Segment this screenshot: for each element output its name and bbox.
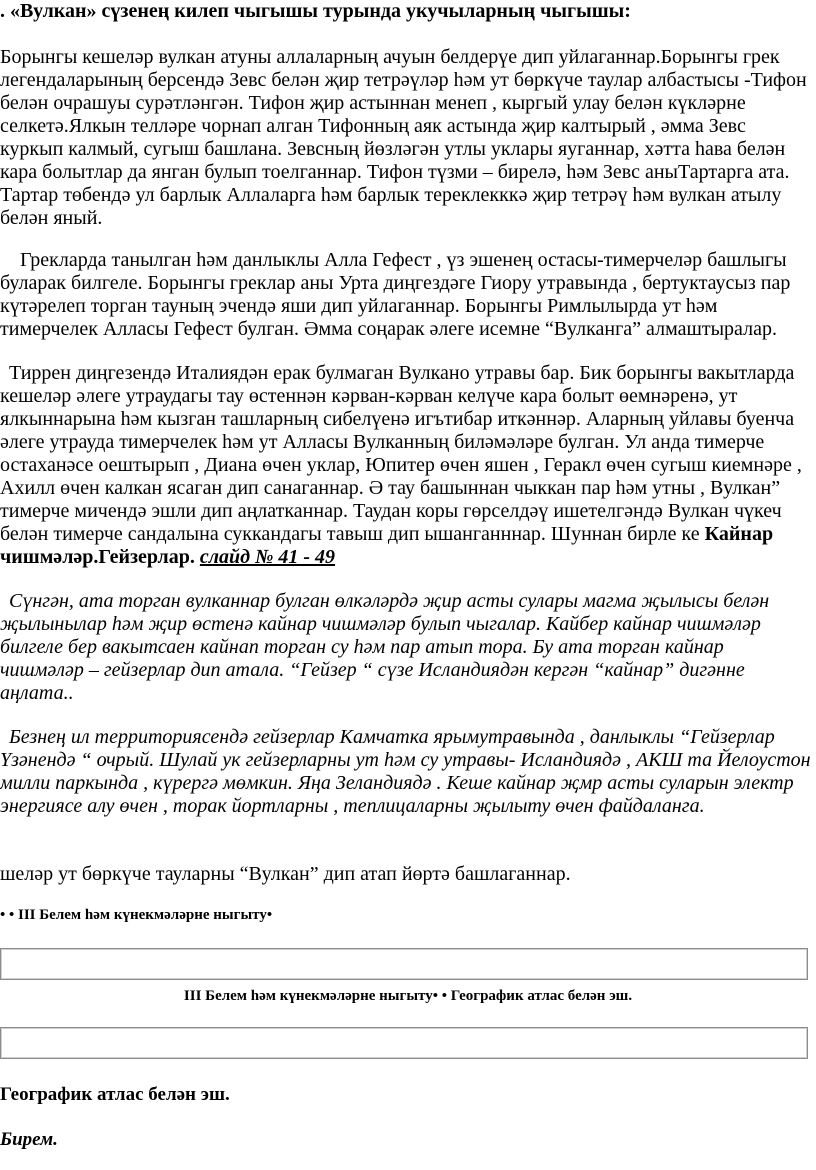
paragraph-vulcano-island: [0, 362, 812, 569]
paragraph-hephaestus: [0, 249, 812, 341]
section-atlas-title: [0, 986, 816, 1006]
document-heading: . «Вулкан» сүзенең килеп чыгышы турында укучыларның чыгышы:: [0, 0, 631, 22]
text-input-box-2[interactable]: [0, 1027, 808, 1059]
text-input-box-1[interactable]: [0, 948, 808, 980]
section-atlas-text: III Белем һәм күнекмәләрне ныгыту• • Географик атлас белән эш.: [183, 988, 633, 1004]
paragraph-vulcano-text: Тиррен диңгезендә Италиядән ерак булмаган Вулкано утравы бар. Бик борынгы вакытларда кешеләр әлеге утраудагы тау өстеннән кәрван-кәрван келүче кара болыт өемнәренә, ут ялкыннарына һәм кызган ташларның сибелүенә игътибар иткәннәр. Аларның уйлавы буенча әлеге утрауда тимерчелек һәм ут Алласы Вулканның биләмәләре булган. Ул анда тимерче остаханәсе оештырып , Диана өчен уклар, Юпитер өчен яшен , Геракл өчен сугыш киемнәре , Ахилл өчен калкан ясаган дип санаганнар. Ә тау башыннан чыккан пар һәм утны , Вулкан” тимерче мичендә эшли дип аңлатканнар. Таудан коры гөрселдәү ишетелгәндә Вулкан чүкеч белән тимерче сандалына суккандагы тавыш дип ышанганннар. Шуннан бирле ке: [0, 362, 802, 545]
atlas-work-heading: Географик атлас белән эш.: [0, 1084, 230, 1105]
paragraph-geysers-text: Сүнгән, ата торган вулканнар булган өлкәләрдә җир асты сулары магма җылысы белән җылынылар һәм җир өстенә кайнар чишмәләр булып чыгалар. Кайбер кайнар чишмәләр билгеле бер вакытсаен кайнап торган су һәм пар атып тора. Бу ата торган кайнар чишмәләр – гейзерлар дип атала. “Гейзер “ сүзе Исландиядән кергән “кайнар” дигәнне аңлата..: [0, 590, 770, 704]
hot-springs-heading: Кайнар чишмәләр.Гейзерлар.: [0, 523, 774, 568]
section-consolidation-title: • • III Белем һәм күнекмәләрне ныгыту•: [0, 907, 273, 923]
task-heading: Бирем.: [0, 1129, 58, 1150]
slide-reference-link[interactable]: слайд № 41 - 49: [199, 546, 336, 568]
paragraph-hephaestus-text: Грекларда танылган һәм данлыклы Алла Гефест , үз эшенең остасы-тимерчеләр башлыгы буларак билгеле. Борынгы греклар аны Урта диңгездәге Гиору утравында , бертуктаусыз пар күтәрелеп торган тауның эчендә яши дип уйлаганнар. Борынгы Римлылырда ут һәм тимерчелек Алласы Гефест булган. Әмма соңарак әлеге исемне “Вулканга” алмаштыралар.: [0, 249, 791, 340]
paragraph-geyser-locations: [0, 726, 812, 818]
paragraph-geysers: [0, 590, 812, 705]
paragraph-conclusion: шеләр ут бөркүче тауларны “Вулкан” дип атап йөртә башлаганнар.: [0, 863, 571, 885]
paragraph-geyser-locations-text: Безнең ил территориясендә гейзерлар Камчатка ярымутравында , данлыклы “Гейзерлар Үзәнендә “ очрый. Шулай ук гейзерларны ут һәм су утравы- Исландиядә , АКШ та Йелоустон милли паркында , күрергә мөмкин. Яңа Зеландиядә . Кеше кайнар җмр асты суларын электр энергиясе алу өчен , торак йортларны , теплицаларны җылыту өчен файдаланга.: [0, 726, 811, 817]
paragraph-legend: Борынгы кешеләр вулкан атуны аллаларның ачуын белдерүе дип уйлаганнар.Борынгы грек легендаларының берсендә Зевс белән җир тетрәүләр һәм ут бөркүче таулар албастысы -Тифон белән очрашуы сурәтләнгән. Тифон җир астыннан менеп , кыргый улау белән күкләрне селкетә.Ялкын телләре чорнап алган Тифонның аяк астында җир калтырый , әмма Зевс куркып калмый, сугыш башлана. Зевсның йөзләгән утлы уклары яуганнар, хәтта һава белән кара болытлар да янган булып тоелганнар. Тифон түзми – бирелә, һәм Зевс аныТартарга ата. Тартар төбендә ул барлык Аллаларга һәм барлык тереклекккә җир тетрәү һәм вулкан атылу белән яный.: [0, 46, 807, 229]
